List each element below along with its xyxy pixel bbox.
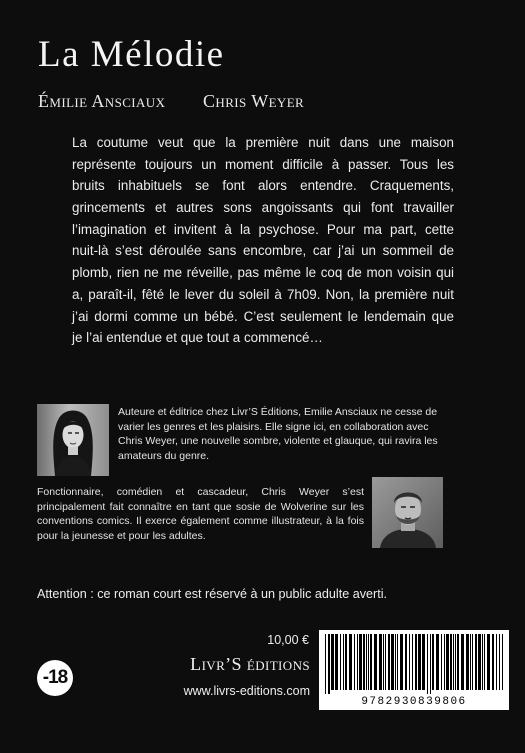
blurb-line: a, paraît-il, fêté le lever du soleil à 7h09. Non, la première nuit (72, 286, 454, 302)
blurb-line: j’ai dormi comme un bébé. C’est seulement le lendemain que (72, 308, 454, 324)
barcode-bar (357, 634, 358, 690)
barcode-bar (450, 634, 452, 690)
barcode-bar (484, 634, 485, 690)
author1-photo (37, 404, 109, 476)
blurb-line: bruits inhabituels se font alors entendre. Craquements, (72, 178, 454, 194)
age-restriction-badge-icon: -18 (37, 660, 73, 696)
barcode-bar (383, 634, 384, 690)
barcode-bar (395, 634, 396, 690)
barcode-bar (397, 634, 398, 690)
blurb-line: je l’ai entendue et que tout a commencé… (72, 330, 323, 346)
barcode-bar (422, 634, 425, 690)
barcode-bar (499, 634, 500, 690)
barcode-bar (391, 634, 394, 690)
blurb-line: l’imagination et invitent à la psychose. Pour ma part, cette (72, 221, 454, 237)
author2-bio: Fonctionnaire, comédien et cascadeur, Chris Weyer s’est principalement fait connaître en tant que sosie de Wolverine sur les conventions comics. Il exerce également comme illustrateur, à la fois pour la jeunesse et pour les adultes. (37, 486, 364, 542)
blurb-line: La coutume veut que la première nuit dans une maison (72, 135, 454, 150)
publisher-website: www.livrs-editions.com (183, 684, 310, 698)
barcode-bar (370, 634, 372, 690)
barcode-bar (502, 634, 503, 690)
author-name-1: Émilie Ansciaux (38, 91, 166, 111)
barcode-bar (400, 634, 403, 690)
blurb-line: plomb, rien ne me réveille, pas même le coq de mon voisin qui (72, 265, 454, 281)
price: 10,00 € (267, 633, 309, 647)
barcode-bar (379, 634, 382, 690)
book-title: La Mélodie (38, 34, 225, 75)
barcode-bar (446, 634, 449, 690)
barcode-bar (444, 634, 445, 690)
barcode-bar (368, 634, 369, 690)
barcode-bar (470, 634, 471, 690)
barcode-bars (319, 630, 509, 694)
barcode-bar (472, 634, 473, 690)
barcode-bar (436, 634, 439, 690)
blurb-line: représente toujours un moment difficile à passer. Tous les (72, 156, 454, 172)
barcode-bar (427, 634, 428, 694)
barcode-bar (482, 634, 483, 690)
author2-photo (372, 477, 443, 548)
barcode-bar (496, 634, 497, 690)
barcode-bar (455, 634, 456, 690)
barcode-bar (366, 634, 367, 690)
barcode-bar (466, 634, 469, 690)
barcode-bar (409, 634, 410, 690)
barcode-bar (363, 634, 365, 690)
barcode-bar (343, 634, 344, 690)
barcode-bar (461, 634, 464, 690)
barcode-bar (405, 634, 407, 690)
barcode-bar (441, 634, 442, 690)
barcode-bar (478, 634, 481, 690)
barcode-bar (354, 634, 355, 690)
barcode-bar (388, 634, 390, 690)
barcode-bar (374, 634, 377, 690)
blurb-line: nuit-là s’est déroulée sans encombre, car j’ai un sommeil de (72, 243, 454, 259)
barcode-bar (331, 634, 334, 690)
barcode-bar (492, 634, 494, 690)
barcode-bar (349, 634, 352, 690)
barcode-bar (345, 634, 347, 690)
barcode-bar (335, 634, 338, 690)
barcode-bar (432, 634, 434, 690)
isbn-barcode (319, 630, 509, 710)
barcode-bar (415, 634, 417, 690)
adult-content-warning: Attention : ce roman court est réservé à un public adulte averti. (37, 587, 388, 601)
blurb-line: grincements et autres sons angoissants qui font travailler (72, 200, 454, 216)
barcode-bar (385, 634, 386, 690)
barcode-bar (457, 634, 459, 690)
barcode-bar (487, 634, 490, 690)
barcode-bar (475, 634, 477, 690)
isbn-number: 9782930839806 (361, 696, 467, 708)
barcode-bar (430, 634, 431, 694)
back-cover-blurb (72, 132, 454, 349)
barcode-bar (412, 634, 413, 690)
author-name-2: Chris Weyer (203, 91, 305, 111)
barcode-bar (325, 634, 326, 694)
barcode-bar (453, 634, 454, 690)
author1-bio: Auteure et éditrice chez Livr’S Éditions, Emilie Ansciaux ne cesse de varier les genres et les plaisirs. Elle signe ici, en collaboration avec Chris Weyer, une nouvelle sombre, violente et glauque, qui ravira les amateurs du genre. (118, 406, 438, 462)
publisher-name: Livr’S éditions (190, 654, 310, 674)
barcode-bar (359, 634, 362, 690)
barcode-bar (340, 634, 341, 690)
barcode-bar (328, 634, 330, 694)
barcode-bar (418, 634, 421, 690)
